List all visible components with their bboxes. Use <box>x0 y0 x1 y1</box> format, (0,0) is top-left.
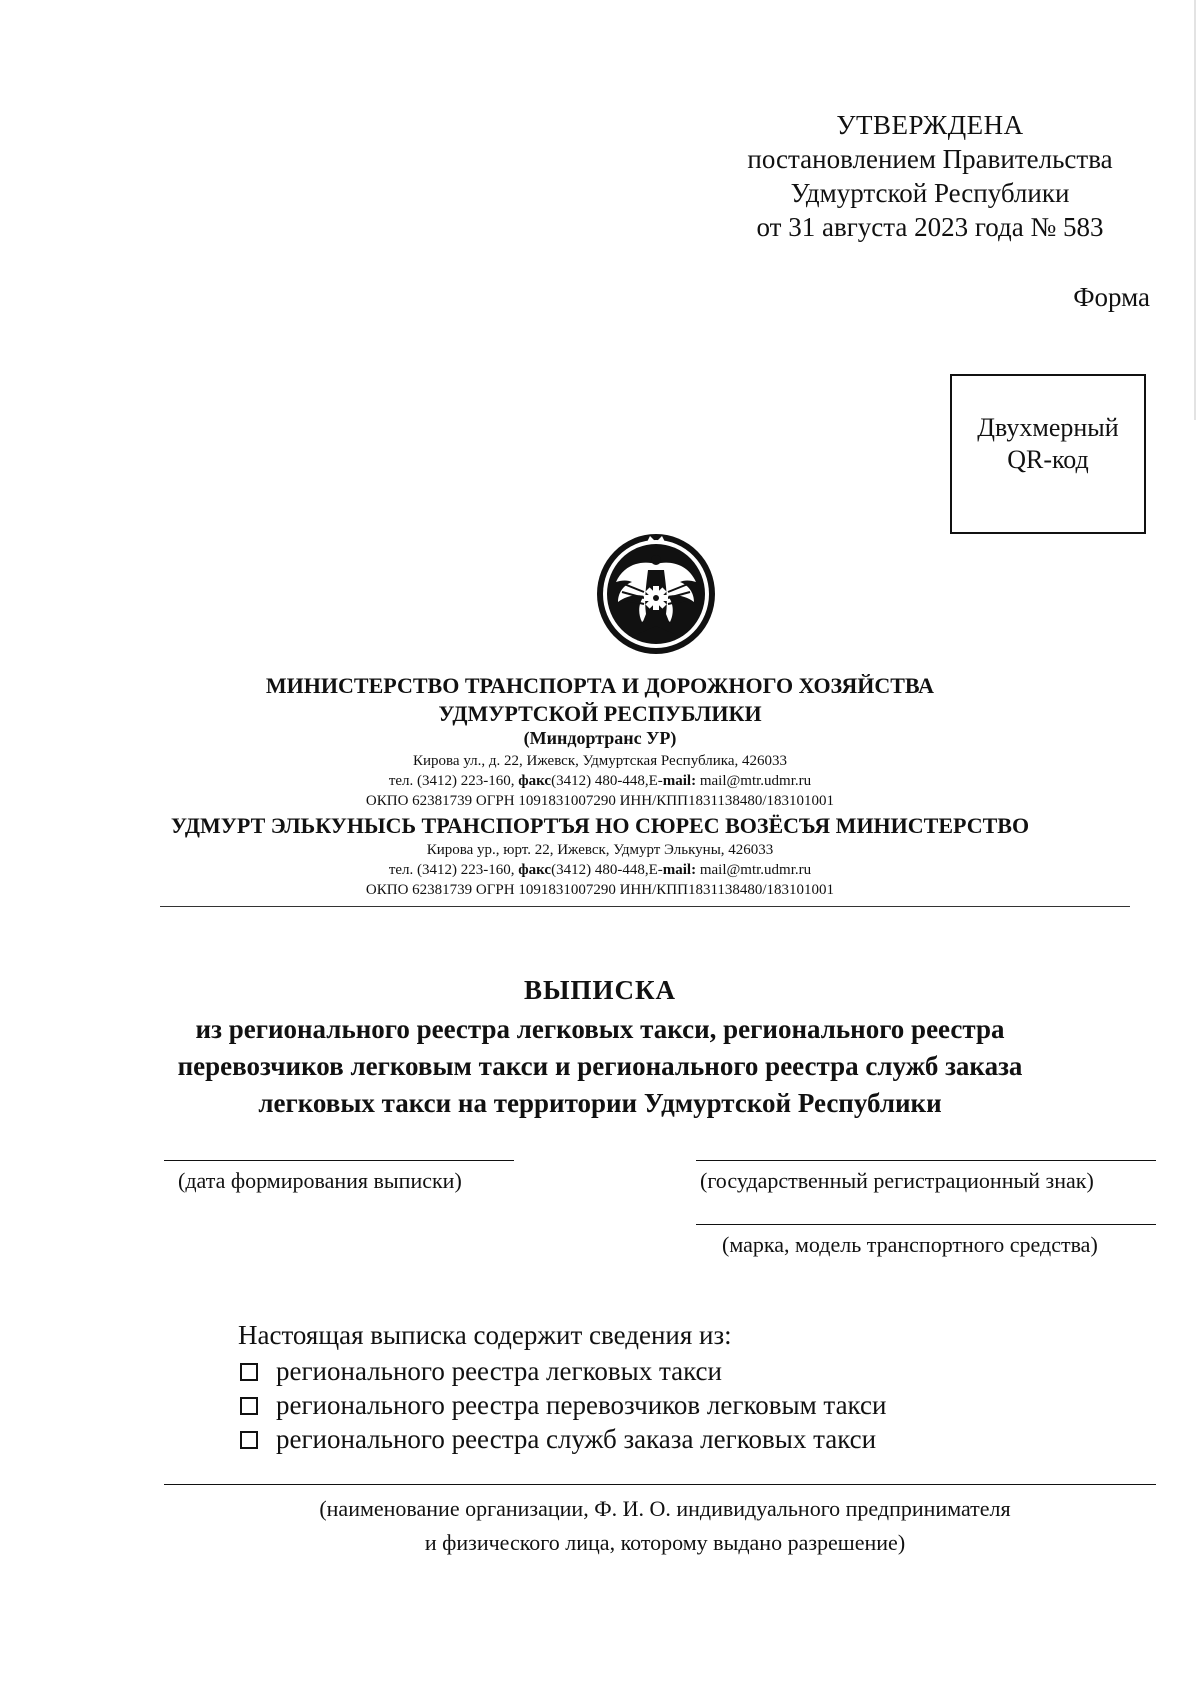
qr-code-box <box>950 374 1146 534</box>
ministry-address-ru: Кирова ул., д. 22, Ижевск, Удмуртская Республика, 426033 <box>413 753 787 769</box>
checkbox-icon[interactable] <box>240 1431 258 1449</box>
ministry-abbreviation: (Миндортранс УР) <box>523 728 677 748</box>
fax-value: (3412) 480-448,Е- <box>551 862 663 878</box>
document-subtitle-line-3: легковых такси на территории Удмуртской Республики <box>258 1088 942 1118</box>
document-title: ВЫПИСКА <box>523 975 677 1005</box>
vehicle-field-line[interactable] <box>696 1224 1156 1225</box>
mail-value: mail@mtr.udmr.ru <box>696 862 812 878</box>
document-title-block <box>100 972 1100 1122</box>
date-field-line[interactable] <box>164 1160 514 1161</box>
ministry-codes-ru: ОКПО 62381739 ОГРН 1091831007290 ИНН/КПП1831138480/183101001 <box>365 793 835 809</box>
option-dispatch-registry[interactable] <box>240 1424 876 1455</box>
mail-label: mail: <box>662 773 697 789</box>
form-label: Форма <box>1073 282 1150 312</box>
coat-of-arms-icon <box>594 530 718 656</box>
approval-heading: УТВЕРЖДЕНА <box>836 110 1024 140</box>
ministry-codes-udmurt: ОКПО 62381739 ОГРН 1091831007290 ИНН/КПП1831138480/183101001 <box>365 882 835 898</box>
ministry-contacts-udmurt <box>100 840 1100 900</box>
mail-label: mail: <box>662 862 697 878</box>
fax-value: (3412) 480-448,Е- <box>551 773 663 789</box>
qr-box-line-2: QR-код <box>1007 445 1089 474</box>
ministry-title-udmurt: УДМУРТ ЭЛЬКУНЫСЬ ТРАНСПОРТЪЯ НО СЮРЕС ВОЗЁСЪЯ МИНИСТЕРСТВО <box>170 813 1030 838</box>
document-subtitle-line-1: из регионального реестра легковых такси, регионального реестра <box>195 1014 1005 1044</box>
holder-caption <box>170 1492 1160 1560</box>
date-caption: (дата формирования выписки) <box>178 1168 462 1193</box>
header-divider <box>160 906 1130 907</box>
ministry-phone-ru <box>100 771 1100 791</box>
fax-label: факс <box>518 862 552 878</box>
registration-sign-caption: (государственный регистрационный знак) <box>700 1168 1094 1193</box>
ministry-address-udmurt: Кирова ур., юрт. 22, Ижевск, Удмурт Элькуны, 426033 <box>426 842 774 858</box>
mail-value: mail@mtr.udmr.ru <box>696 773 812 789</box>
approval-line-4: от 31 августа 2023 года № 583 <box>756 212 1104 242</box>
document-subtitle-line-2: перевозчиков легковым такси и регионального реестра служб заказа <box>177 1051 1023 1081</box>
option-carriers-registry[interactable] <box>240 1390 886 1421</box>
option-label: регионального реестра служб заказа легковых такси <box>276 1424 877 1454</box>
holder-caption-line-2: и физического лица, которому выдано разрешение) <box>424 1530 906 1555</box>
contents-intro: Настоящая выписка содержит сведения из: <box>238 1320 732 1350</box>
holder-field-line[interactable] <box>164 1484 1156 1485</box>
ministry-title-line-2: УДМУРТСКОЙ РЕСПУБЛИКИ <box>438 701 762 726</box>
approval-line-3: Удмуртской Республики <box>790 178 1070 208</box>
option-label: регионального реестра перевозчиков легковым такси <box>276 1390 887 1420</box>
ministry-contacts-ru <box>100 751 1100 811</box>
registration-sign-field-line[interactable] <box>696 1160 1156 1161</box>
ministry-phone-udmurt <box>100 860 1100 880</box>
option-label: регионального реестра легковых такси <box>276 1356 722 1386</box>
option-taxi-registry[interactable] <box>240 1356 722 1387</box>
ministry-title-line-1: МИНИСТЕРСТВО ТРАНСПОРТА И ДОРОЖНОГО ХОЗЯЙСТВА <box>265 673 935 698</box>
approval-block <box>700 108 1160 244</box>
approval-line-2: постановлением Правительства <box>747 144 1113 174</box>
checkbox-icon[interactable] <box>240 1397 258 1415</box>
ministry-title-ru <box>100 672 1100 728</box>
phone-text: тел. (3412) 223-160, <box>388 862 519 878</box>
phone-text: тел. (3412) 223-160, <box>388 773 519 789</box>
holder-caption-line-1: (наименование организации, Ф. И. О. индивидуального предпринимателя <box>319 1496 1011 1521</box>
qr-box-line-1: Двухмерный <box>977 413 1119 442</box>
fax-label: факс <box>518 773 552 789</box>
vehicle-caption: (марка, модель транспортного средства) <box>722 1232 1098 1257</box>
scan-edge-mark <box>1194 0 1196 420</box>
checkbox-icon[interactable] <box>240 1363 258 1381</box>
